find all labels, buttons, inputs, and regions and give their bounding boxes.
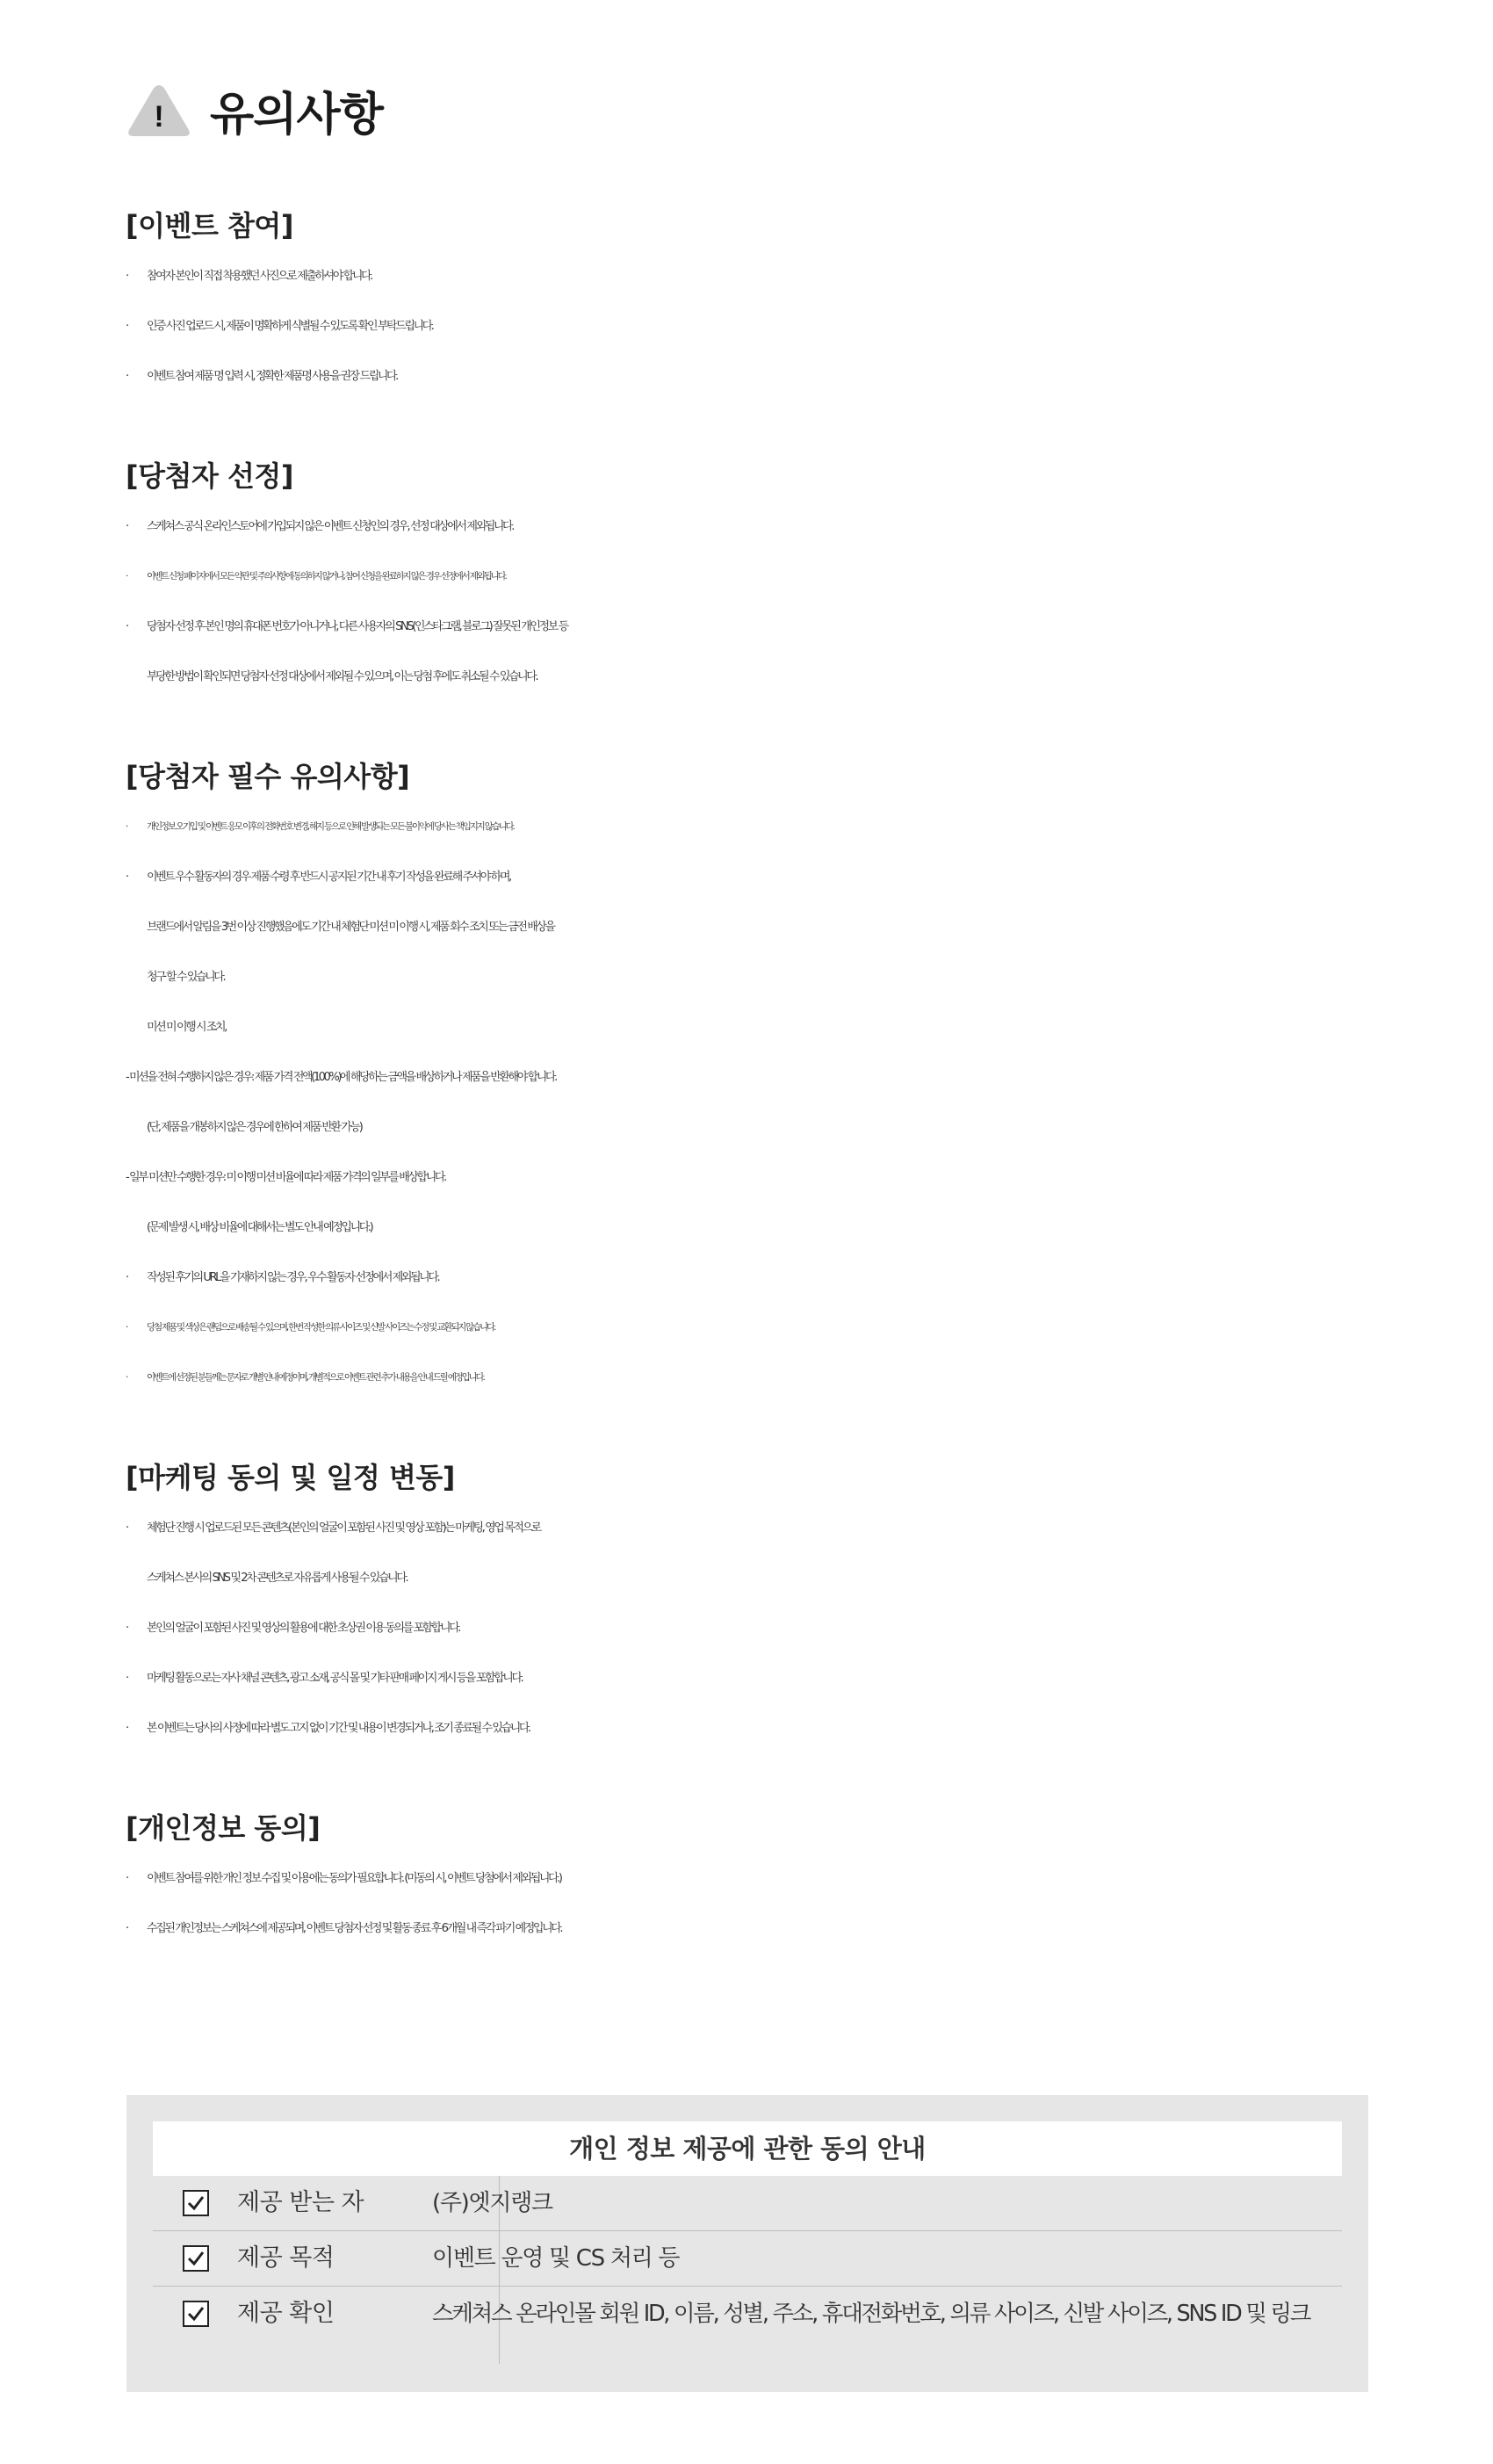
items-checkbox[interactable] [183,2301,209,2327]
checkmark-icon [187,2251,205,2266]
section-winner-requirements [126,751,1443,1403]
list-item: · 스케쳐스 공식 온라인스토어에 가입되지 않은 이벤트 신청인의 경우, 선정 대상에서 제외됩니다. [126,502,1443,552]
list-item: · 참여자 본인이 직접 착용했던 사진으로 제출하셔야 합니다. [126,251,1443,301]
list-item: · 본 이벤트는 당사의 사정에 따라 별도 고지 없이 기간 및 내용이 변경되거나, 조기 종료될 수 있습니다. [126,1703,1443,1753]
list-item: · 이벤트에 선정된 분들께는 문자로 개별 안내 예정이며, 개별적으로 이벤트 관련 추가 내용을 안내 드릴 예정입니다. [126,1353,1443,1403]
checkmark-icon [187,2195,205,2211]
list-item: · 이벤트 신청 페이지에서 모든 약관 및 주의사항에 동의하지 않거나, 참여 신청을 완료하지 않은 경우 선정에서 제외됩니다. [126,552,1443,602]
list-item: · 인증 사진 업로드 시, 제품이 명확하게 식별될 수 있도록 확인 부탁드립니다. [126,301,1443,351]
list-item: · 이벤트 참여를 위한 개인 정보 수집 및 이용에는 동의가 필요합니다. (미동의 시, 이벤트 당첨에서 제외됩니다.) [126,1853,1443,1904]
consent-row-value: 이벤트 운영 및 CS 처리 등 [432,2245,680,2272]
list-item: · 이벤트 참여 제품 명 입력 시, 정확한 제품명 사용을 권장 드립니다. [126,351,1443,401]
section-privacy-consent [126,1803,1443,1954]
list-item: · 체험단 진행 시 업로드된 모든 콘텐츠(본인의 얼굴이 포함된 사진 및 영상 포함)는 마케팅, 영업 목적으로 [126,1503,1443,1553]
page-title: 유의사항 [210,89,383,141]
section-title: [마케팅 동의 및 일정 변동] [126,1461,455,1494]
list-item: · 본인의 얼굴이 포함된 사진 및 영상의 활용에 대한 초상권 이용 동의를 포함합니다. [126,1603,1443,1653]
consent-row-label: 제공 목적 [237,2244,335,2272]
list-item-continuation: 스케쳐스 본사의 SNS 및 2차 콘텐츠로 자유롭게 사용될 수 있습니다. [147,1572,408,1585]
checkmark-icon [187,2306,205,2322]
list-item: · 개인정보 오기입 및 이벤트 응모 이후의 전화번호 변경, 해지 등으로 인해 발생되는 모든 불이익에 당사는 책임지지 않습니다. [126,802,1443,852]
list-item: · 마케팅 활동으로는 자사 채널 콘텐츠, 광고 소재, 공식 몰 및 기타 판매 페이지 게시 등을 포함합니다. [126,1653,1443,1703]
list-item-continuation: 부당한 방법이 확인되면 당첨자 선정 대상에서 제외될 수 있으며, 이는 당첨 후에도 취소될 수 있습니다. [147,670,537,683]
consent-title: 개인 정보 제공에 관한 동의 안내 [153,2121,1342,2176]
consent-row-items [153,2287,1342,2341]
section-marketing-consent [126,1452,1443,1753]
privacy-consent-box [126,2095,1368,2392]
list-item: · 작성된 후기의 URL을 기재하지 않는 경우, 우수 활동자 선정에서 제외됩니다. [126,1253,1443,1303]
consent-row-label: 제공 받는 자 [237,2189,364,2216]
consent-row-value: 스케쳐스 온라인몰 회원 ID, 이름, 성별, 주소, 휴대전화번호, 의류 사이즈, 신발 사이즈, SNS ID 및 링크 [432,2301,1310,2327]
notice-content [126,200,1443,2003]
section-title: [이벤트 참여] [126,209,293,242]
notice-header [126,77,383,143]
section-title: [당첨자 필수 유의사항] [126,760,410,793]
consent-row-purpose [153,2231,1342,2287]
sub-item: - 미션을 전혀 수행하지 않은 경우: 제품 가격 전액(100%)에 해당하는 금액을 배상하거나 제품을 반환해야 합니다. [126,1071,556,1084]
sub-item: - 일부 미션만 수행한 경우: 미 이행 미션 비율에 따라 제품 가격의 일부를 배상합니다. [126,1171,445,1184]
list-item-continuation: 브랜드에서 알림을 3번 이상 진행했음에도 기간 내 체험단 미션 미 이행 시, 제품 회수 조치 또는 금전 배상을 [147,921,554,934]
list-item: · 당첨 제품 및 색상은 랜덤으로 배송될 수 있으며, 한번 작성한 의류 사이즈 및 신발 사이즈는 수정 및 교환되지 않습니다. [126,1303,1443,1353]
consent-row-recipient [153,2176,1342,2231]
section-title: [개인정보 동의] [126,1811,321,1845]
warning-icon [126,82,192,140]
section-winner-selection [126,451,1443,702]
list-item: · 이벤트 우수 활동자의 경우 제품 수령 후 반드시 공지된 기간 내 후기 작성을 완료해 주셔야 하며, [126,852,1443,902]
svg-text:!: ! [154,99,164,134]
sub-item-note: (문제 발생 시, 배상 비율에 대해서는 별도 안내 예정입니다.) [147,1221,372,1234]
consent-row-label: 제공 확인 [237,2300,335,2327]
sub-item-note: (단, 제품을 개봉하지 않은 경우에 한하여 제품 반환 가능) [147,1121,362,1134]
consent-row-value: (주)엣지랭크 [432,2190,552,2216]
list-item: · 수집된 개인정보는 스케쳐스에 제공되며, 이벤트 당첨자 선정 및 활동 종료 후 6개월 내 즉각 파기 예정입니다. [126,1904,1443,1954]
list-item-continuation: 미션 미 이행 시 조치, [147,1021,226,1034]
recipient-checkbox[interactable] [183,2190,209,2216]
section-title: [당첨자 선정] [126,459,293,493]
list-item: · 당첨자 선정 후 본인 명의 휴대폰 번호가 아니거나, 다른 사용자의 SNS(인스타그램, 블로그) 잘못된 개인정보 등 [126,602,1443,652]
list-item-continuation: 청구 할 수 있습니다. [147,971,225,984]
section-event-participation [126,200,1443,401]
purpose-checkbox[interactable] [183,2245,209,2272]
